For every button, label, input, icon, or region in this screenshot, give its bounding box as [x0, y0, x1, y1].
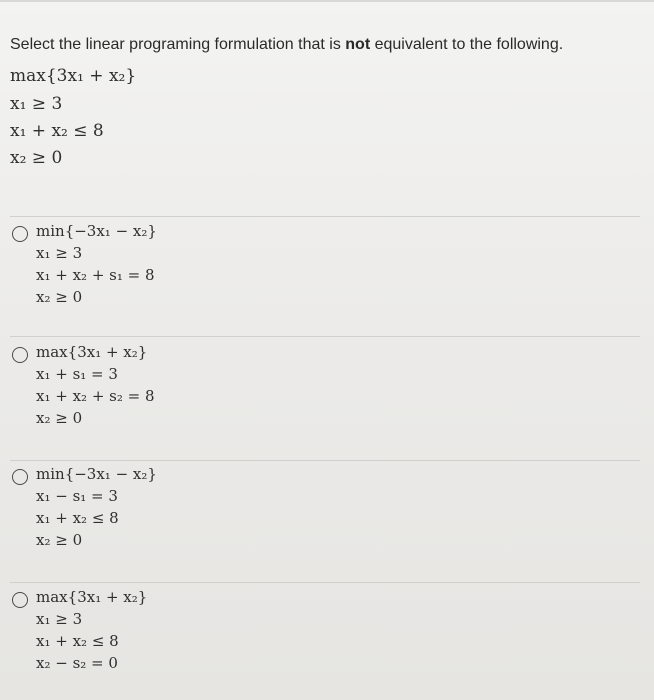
- question-text: [10, 36, 563, 54]
- option-constraint: x₂ ≥ 0: [36, 531, 83, 549]
- problem-constraint: x₁ + x₂ ≤ 8: [10, 121, 104, 141]
- top-divider: [0, 0, 654, 2]
- problem-objective-sense: max: [10, 66, 46, 86]
- option-objective-sense: max: [36, 588, 68, 606]
- option-constraint: x₁ ≥ 3: [36, 244, 83, 262]
- option-constraint: x₁ + x₂ ≤ 8: [36, 509, 119, 527]
- problem-objective-expr: 3x₁ + x₂: [56, 66, 126, 86]
- option-objective-sense: max: [36, 343, 68, 361]
- option-constraint: x₂ − s₂ = 0: [36, 654, 118, 672]
- option-constraint: x₁ − s₁ = 3: [36, 487, 118, 505]
- option-constraint: x₁ ≥ 3: [36, 610, 83, 628]
- option-constraint: x₂ ≥ 0: [36, 288, 83, 306]
- radio-button[interactable]: [12, 592, 28, 608]
- question-prefix: Select the linear programing formulation that is: [10, 36, 346, 53]
- radio-button[interactable]: [12, 469, 28, 485]
- option-objective-expr: 3x₁ + x₂: [77, 343, 138, 361]
- option-constraint: x₁ + x₂ + s₁ = 8: [36, 266, 155, 284]
- divider: [10, 582, 640, 583]
- question-emphasis: not: [345, 36, 371, 53]
- question-suffix: equivalent to the following.: [370, 36, 564, 53]
- option-objective-expr: −3x₁ − x₂: [74, 222, 148, 240]
- option-constraint: x₁ + x₂ ≤ 8: [36, 632, 119, 650]
- option-objective-sense: min: [36, 222, 65, 240]
- problem-constraint: x₂ ≥ 0: [10, 148, 63, 168]
- problem-constraint: x₁ ≥ 3: [10, 94, 63, 114]
- option-objective: max{3x₁ + x₂}: [36, 343, 148, 361]
- problem-objective: max{3x₁ + x₂}: [10, 66, 137, 86]
- option-constraint: x₁ + s₁ = 3: [36, 365, 118, 383]
- option-objective: max{3x₁ + x₂}: [36, 588, 148, 606]
- radio-button[interactable]: [12, 347, 28, 363]
- option-constraint: x₂ ≥ 0: [36, 409, 83, 427]
- option-objective: min{−3x₁ − x₂}: [36, 222, 157, 240]
- radio-button[interactable]: [12, 226, 28, 242]
- divider: [10, 336, 640, 337]
- option-objective-sense: min: [36, 465, 65, 483]
- option-objective-expr: 3x₁ + x₂: [77, 588, 138, 606]
- divider: [10, 460, 640, 461]
- option-objective-expr: −3x₁ − x₂: [74, 465, 148, 483]
- option-constraint: x₁ + x₂ + s₂ = 8: [36, 387, 155, 405]
- option-objective: min{−3x₁ − x₂}: [36, 465, 157, 483]
- divider: [10, 216, 640, 217]
